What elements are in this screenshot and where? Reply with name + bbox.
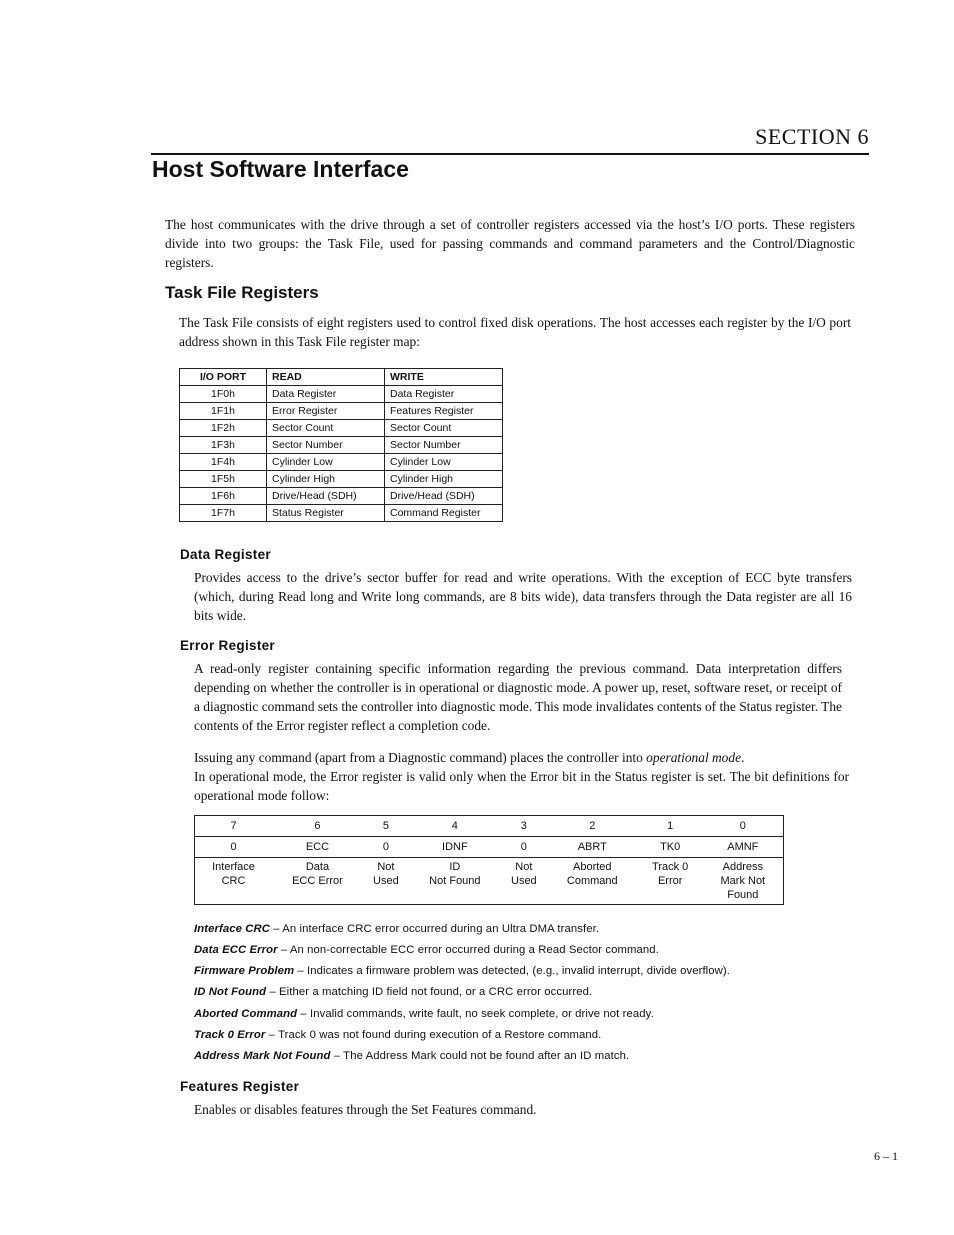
bit-description (409, 858, 501, 905)
desc-line: Data (305, 861, 330, 873)
desc-line: Aborted (573, 861, 612, 873)
definition-term: Interface CRC (194, 923, 271, 935)
write-cell: Sector Number (385, 437, 503, 454)
bit-description (363, 858, 409, 905)
bit-description (195, 858, 273, 905)
section-label: SECTION 6 (755, 124, 869, 149)
column-header-read: READ (267, 369, 385, 386)
error-register-heading: Error Register (180, 638, 275, 653)
desc-line: Used (373, 875, 399, 887)
intro-paragraph: The host communicates with the drive through a set of controller registers accessed via the host’s I/O ports. These registers divide into two groups: the Task File, used for passing commands and command parameters and the Control/Diagnostic registers. (165, 217, 855, 270)
desc-line: Not (377, 861, 395, 873)
read-cell: Cylinder High (267, 471, 385, 488)
bit-number: 5 (363, 816, 409, 837)
write-cell: Command Register (385, 505, 503, 522)
error-register-bit-table (194, 815, 784, 905)
task-file-heading: Task File Registers (165, 283, 319, 302)
table-row (180, 471, 503, 488)
bit-number: 3 (501, 816, 547, 837)
definition-term: Address Mark Not Found (194, 1050, 331, 1062)
definition-text: – Indicates a firmware problem was detected, (e.g., invalid interrupt, divide overflow). (294, 965, 731, 977)
desc-line: Not (515, 861, 533, 873)
definition-item (194, 986, 592, 998)
definition-term: ID Not Found (194, 986, 267, 998)
bit-code: TK0 (638, 837, 703, 858)
definition-text: – Invalid commands, write fault, no seek complete, or drive not ready. (297, 1008, 654, 1020)
data-register-paragraph: Provides access to the drive’s sector buffer for read and write operations. With the exception of ECC byte transfers (which, during Read long and Write long commands, are 8 bits wide), data transfers through the Data register are all 16 bits wide. (194, 570, 852, 623)
definition-term: Firmware Problem (194, 965, 295, 977)
desc-line: Address (722, 861, 763, 873)
definition-item (194, 1008, 654, 1020)
read-cell: Data Register (267, 386, 385, 403)
task-file-paragraph: The Task File consists of eight registers used to control fixed disk operations. The host accesses each register by the I/O port address shown in this Task File register map: (179, 315, 851, 349)
definition-item (194, 923, 599, 935)
definition-term: Data ECC Error (194, 944, 278, 956)
definition-text: – Track 0 was not found during execution of a Restore command. (265, 1029, 602, 1041)
operational-mode-paragraph (194, 748, 849, 805)
bit-code: ECC (272, 837, 363, 858)
write-cell: Sector Count (385, 420, 503, 437)
table-row (180, 386, 503, 403)
read-cell: Cylinder Low (267, 454, 385, 471)
read-cell: Sector Number (267, 437, 385, 454)
bit-code: 0 (363, 837, 409, 858)
write-cell: Data Register (385, 386, 503, 403)
table-row (180, 403, 503, 420)
io-port-cell: 1F4h (180, 454, 267, 471)
io-port-cell: 1F6h (180, 488, 267, 505)
definition-item (194, 1029, 601, 1041)
desc-line: Interface (212, 861, 255, 873)
read-cell: Error Register (267, 403, 385, 420)
io-port-cell: 1F7h (180, 505, 267, 522)
desc-line: ECC Error (292, 875, 343, 887)
definition-text: – An non-correctable ECC error occurred during a Read Sector command. (277, 944, 659, 956)
page-title: Host Software Interface (152, 156, 409, 182)
io-port-cell: 1F0h (180, 386, 267, 403)
write-cell: Features Register (385, 403, 503, 420)
read-cell: Sector Count (267, 420, 385, 437)
desc-line: Command (566, 875, 618, 887)
desc-line: Used (511, 875, 537, 887)
definition-item (194, 944, 659, 956)
bit-code: AMNF (703, 837, 784, 858)
bit-code: IDNF (409, 837, 501, 858)
data-register-heading: Data Register (180, 547, 271, 562)
write-cell: Cylinder Low (385, 454, 503, 471)
bit-number: 7 (195, 816, 273, 837)
bit-number: 1 (638, 816, 703, 837)
definition-item (194, 965, 730, 977)
task-file-register-table (179, 368, 503, 522)
bit-description (501, 858, 547, 905)
page-number: 6 – 1 (874, 1149, 898, 1163)
column-header-io-port: I/O PORT (180, 369, 267, 386)
read-cell: Status Register (267, 505, 385, 522)
operational-mode-end: . (741, 750, 745, 765)
operational-mode-detail: In operational mode, the Error register is valid only when the Error bit in the Status register is set. The bit definitions for operational mode follow: (194, 769, 849, 803)
bit-description (638, 858, 703, 905)
bit-code: ABRT (547, 837, 638, 858)
bit-number-row (195, 816, 784, 837)
desc-line: Not Found (429, 875, 481, 887)
bit-number: 0 (703, 816, 784, 837)
bit-number: 6 (272, 816, 363, 837)
features-register-paragraph: Enables or disables features through the Set Features command. (194, 1102, 537, 1117)
bit-code: 0 (195, 837, 273, 858)
bit-description (547, 858, 638, 905)
table-row (180, 454, 503, 471)
column-header-write: WRITE (385, 369, 503, 386)
write-cell: Drive/Head (SDH) (385, 488, 503, 505)
definition-term: Aborted Command (194, 1008, 298, 1020)
features-register-heading: Features Register (180, 1079, 300, 1094)
definition-text: – Either a matching ID field not found, or a CRC error occurred. (266, 986, 593, 998)
desc-line: ID (449, 861, 461, 873)
table-row (180, 437, 503, 454)
error-register-paragraph: A read-only register containing specific information regarding the previous command. Data interpretation differs depending on whether the controller is in operational or diagnostic mode. A power up, reset, software reset, or receipt of a diagnostic command sets the controller into diagnostic mode. This mode invalidates contents of the Status register. The contents of the Error register reflect a completion code. (194, 661, 842, 733)
table-row (180, 505, 503, 522)
definition-item (194, 1050, 629, 1062)
title-rule (151, 153, 869, 155)
io-port-cell: 1F1h (180, 403, 267, 420)
desc-line: CRC (221, 875, 246, 887)
bit-code-row (195, 837, 784, 858)
definition-text: – An interface CRC error occurred during an Ultra DMA transfer. (270, 923, 600, 935)
bit-code: 0 (501, 837, 547, 858)
table-header-row (180, 369, 503, 386)
desc-line: Found (727, 889, 759, 901)
io-port-cell: 1F5h (180, 471, 267, 488)
operational-mode-italic: operational mode (646, 750, 742, 765)
bit-description (703, 858, 784, 905)
operational-mode-text: Issuing any command (apart from a Diagnostic command) places the controller into (194, 750, 647, 765)
table-row (180, 420, 503, 437)
definition-term: Track 0 Error (194, 1029, 266, 1041)
definition-text: – The Address Mark could not be found after an ID match. (330, 1050, 630, 1062)
desc-line: Error (657, 875, 683, 887)
bit-description-row (195, 858, 784, 905)
bit-number: 4 (409, 816, 501, 837)
bit-number: 2 (547, 816, 638, 837)
read-cell: Drive/Head (SDH) (267, 488, 385, 505)
bit-description (272, 858, 363, 905)
io-port-cell: 1F2h (180, 420, 267, 437)
desc-line: Track 0 (652, 861, 689, 873)
io-port-cell: 1F3h (180, 437, 267, 454)
write-cell: Cylinder High (385, 471, 503, 488)
desc-line: Mark Not (720, 875, 766, 887)
table-row (180, 488, 503, 505)
